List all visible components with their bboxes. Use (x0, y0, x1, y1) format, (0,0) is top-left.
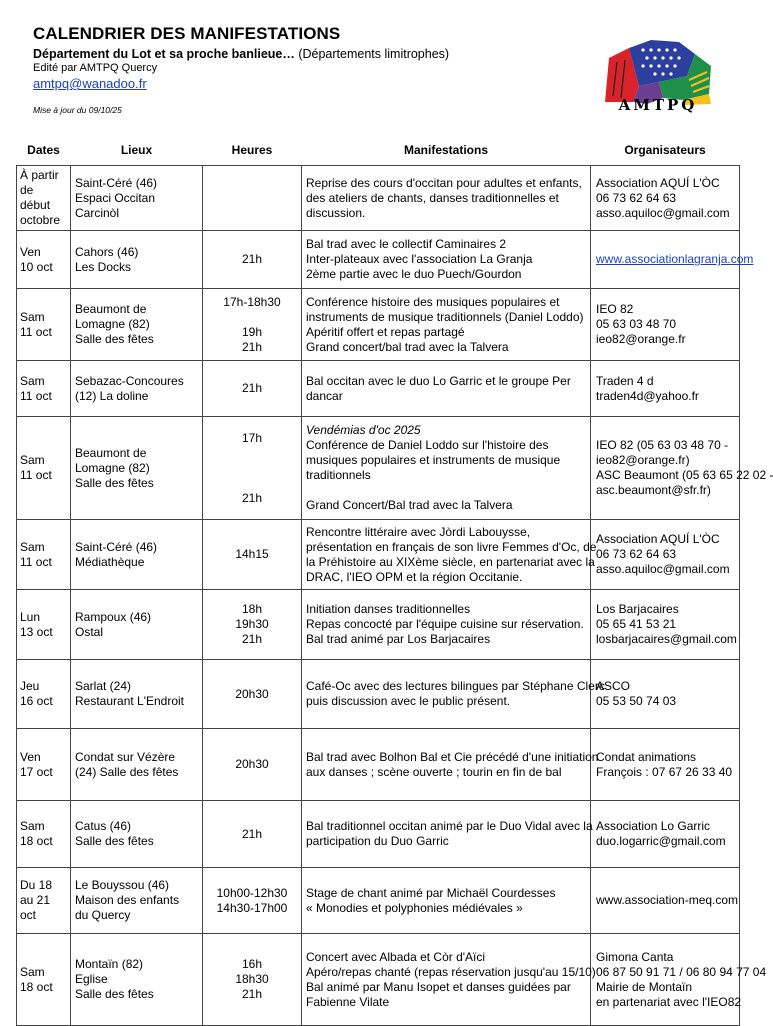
cell-manifestation: Bal traditionnel occitan animé par le Duo Vidal avec la participation du Duo Garric (302, 801, 591, 868)
col-header-lieux: Lieux (71, 136, 203, 166)
cell-heures: 16h 18h30 21h (203, 934, 302, 1026)
cell-lieu: Beaumont de Lomagne (82) Salle des fêtes (71, 289, 203, 361)
cell-heures: 20h30 (203, 729, 302, 801)
cell-lieu: Beaumont de Lomagne (82) Salle des fêtes (71, 417, 203, 520)
table-row (17, 417, 740, 520)
table-row (17, 868, 740, 934)
cell-lieu: Montaïn (82) Eglise Salle des fêtes (71, 934, 203, 1026)
cell-organisateur: IEO 82 05 63 03 48 70 ieo82@orange.fr (591, 289, 740, 361)
cell-lieu: Condat sur Vézère (24) Salle des fêtes (71, 729, 203, 801)
cell-organisateur: IEO 82 (05 63 03 48 70 - ieo82@orange.fr) ASC Beaumont (05 63 65 22 02 - asc.beaumont@sfr.fr) (591, 417, 740, 520)
subtitle-rest: (Départements limitrophes) (294, 47, 450, 61)
table-row (17, 520, 740, 590)
cell-lieu: Sarlat (24) Restaurant L'Endroit (71, 660, 203, 729)
table-row (17, 231, 740, 289)
cell-manifestation: Bal trad avec Bolhon Bal et Cie précédé d'une initiation aux danses ; scène ouverte ; tourin en fin de bal (302, 729, 591, 801)
cell-manifestation: Bal trad avec le collectif Caminaires 2 Inter-plateaux avec l'association La Granja 2ème partie avec le duo Puech/Gourdon (302, 231, 591, 289)
table-row (17, 660, 740, 729)
table-header-row (17, 136, 740, 166)
cell-organisateur: Association Lo Garric duo.logarric@gmail.com (591, 801, 740, 868)
subtitle-bold: Département du Lot et sa proche banlieue… (33, 47, 295, 61)
cell-heures: 21h (203, 361, 302, 417)
logo-text: AMTPQ (618, 96, 698, 114)
cell-date: Du 18 au 21 oct (17, 868, 71, 934)
cell-date: Sam 18 oct (17, 801, 71, 868)
cell-organisateur: ASCO 05 53 50 74 03 (591, 660, 740, 729)
cell-date: Sam 18 oct (17, 934, 71, 1026)
cell-organisateur (591, 231, 754, 289)
table-row (17, 590, 740, 660)
table-row (17, 801, 740, 868)
cell-lieu: Rampoux (46) Ostal (71, 590, 203, 660)
cell-manifestation: Reprise des cours d'occitan pour adultes et enfants, des ateliers de chants, danses traditionnelles et discussion. (302, 166, 591, 231)
cell-manifestation: Bal occitan avec le duo Lo Garric et le groupe Per dancar (302, 361, 591, 417)
cell-heures: 21h (203, 231, 302, 289)
cell-organisateur: Condat animations François : 07 67 26 33 40 (591, 729, 740, 801)
cell-heures: 17h 21h (203, 417, 302, 520)
cell-manifestation: Concert avec Albada et Còr d'Aïci Apéro/repas chanté (repas réservation jusqu'au 15/10) Bal animé par Manu Isopet et danses guidées par Fabienne Vilate (302, 934, 591, 1026)
cell-heures: 21h (203, 801, 302, 868)
cell-lieu: Sebazac-Concoures (12) La doline (71, 361, 203, 417)
table-row (17, 729, 740, 801)
cell-organisateur: Los Barjacaires 05 65 41 53 21 losbarjacaires@gmail.com (591, 590, 740, 660)
update-date: Mise à jour du 09/10/25 (33, 105, 122, 115)
cell-lieu: Saint-Céré (46) Médiathèque (71, 520, 203, 590)
col-header-manifestations: Manifestations (302, 136, 591, 166)
cell-date: Lun 13 oct (17, 590, 71, 660)
page-title: CALENDRIER DES MANIFESTATIONS (33, 24, 341, 43)
cell-date: Ven 10 oct (17, 231, 71, 289)
cell-heures (203, 166, 302, 231)
email-link[interactable]: amtpq@wanadoo.fr (33, 76, 147, 91)
cell-heures: 18h 19h30 21h (203, 590, 302, 660)
cell-manifestation: Conférence histoire des musiques populaires et instruments de musique traditionnels (Daniel Loddo) Apéritif offert et repas partagé Grand concert/bal trad avec la Talvera (302, 289, 591, 361)
cell-date: Jeu 16 oct (17, 660, 71, 729)
cell-date: Sam 11 oct (17, 289, 71, 361)
cell-heures: 20h30 (203, 660, 302, 729)
events-table (16, 136, 773, 1026)
cell-heures: 17h-18h30 19h 21h (203, 289, 302, 361)
page-subtitle (33, 47, 593, 61)
cell-date: À partir de début octobre (17, 166, 71, 231)
cell-organisateur: www.association-meq.com (591, 868, 740, 934)
cell-date: Ven 17 oct (17, 729, 71, 801)
cell-manifestation: Vendémias d'oc 2025 Conférence de Daniel Loddo sur l'histoire des musiques populaires et instruments de musique traditionnels Grand Concert/Bal trad avec la Talvera (302, 417, 591, 520)
col-header-organisateurs: Organisateurs (591, 136, 740, 166)
table-row (17, 166, 740, 231)
cell-lieu: Catus (46) Salle des fêtes (71, 801, 203, 868)
cell-organisateur: Association AQUÍ L'ÒC 06 73 62 64 63 asso.aquiloc@gmail.com (591, 166, 740, 231)
col-header-heures: Heures (203, 136, 302, 166)
cell-date: Sam 11 oct (17, 417, 71, 520)
cell-manifestation: Stage de chant animé par Michaël Courdesses « Monodies et polyphonies médiévales » (302, 868, 591, 934)
edited-by: Edité par AMTPQ Quercy (33, 62, 158, 74)
cell-organisateur: Association AQUÍ L'ÒC 06 73 62 64 63 asso.aquiloc@gmail.com (591, 520, 740, 590)
col-header-dates: Dates (17, 136, 71, 166)
cell-organisateur: Gimona Canta 06 87 50 91 71 / 06 80 94 77 04 Mairie de Montaïn en partenariat avec l'IEO82 (591, 934, 740, 1026)
table-row (17, 361, 740, 417)
cell-lieu: Saint-Céré (46) Espaci Occitan Carcinòl (71, 166, 203, 231)
organizer-website-link[interactable]: www.associationlagranja.com (596, 252, 754, 266)
cell-lieu: Cahors (46) Les Docks (71, 231, 203, 289)
cell-manifestation: Rencontre littéraire avec Jòrdi Labouysse, présentation en français de son livre Femmes d'Oc, de la Préhistoire au XIXème siècle, en partenariat avec la DRAC, l'IEO OPM et la région Occitanie. (302, 520, 591, 590)
cell-date: Sam 11 oct (17, 361, 71, 417)
document-header (33, 0, 593, 115)
cell-date: Sam 11 oct (17, 520, 71, 590)
cell-heures: 10h00-12h30 14h30-17h00 (203, 868, 302, 934)
cell-heures: 14h15 (203, 520, 302, 590)
cell-manifestation: Café-Oc avec des lectures bilingues par Stéphane Clerc puis discussion avec le public présent. (302, 660, 591, 729)
table-row (17, 289, 740, 361)
table-row (17, 934, 740, 1026)
cell-lieu: Le Bouyssou (46) Maison des enfants du Quercy (71, 868, 203, 934)
cell-manifestation: Initiation danses traditionnelles Repas concocté par l'équipe cuisine sur réservation. Bal trad animé par Los Barjacaires (302, 590, 591, 660)
cell-organisateur: Traden 4 d traden4d@yahoo.fr (591, 361, 740, 417)
